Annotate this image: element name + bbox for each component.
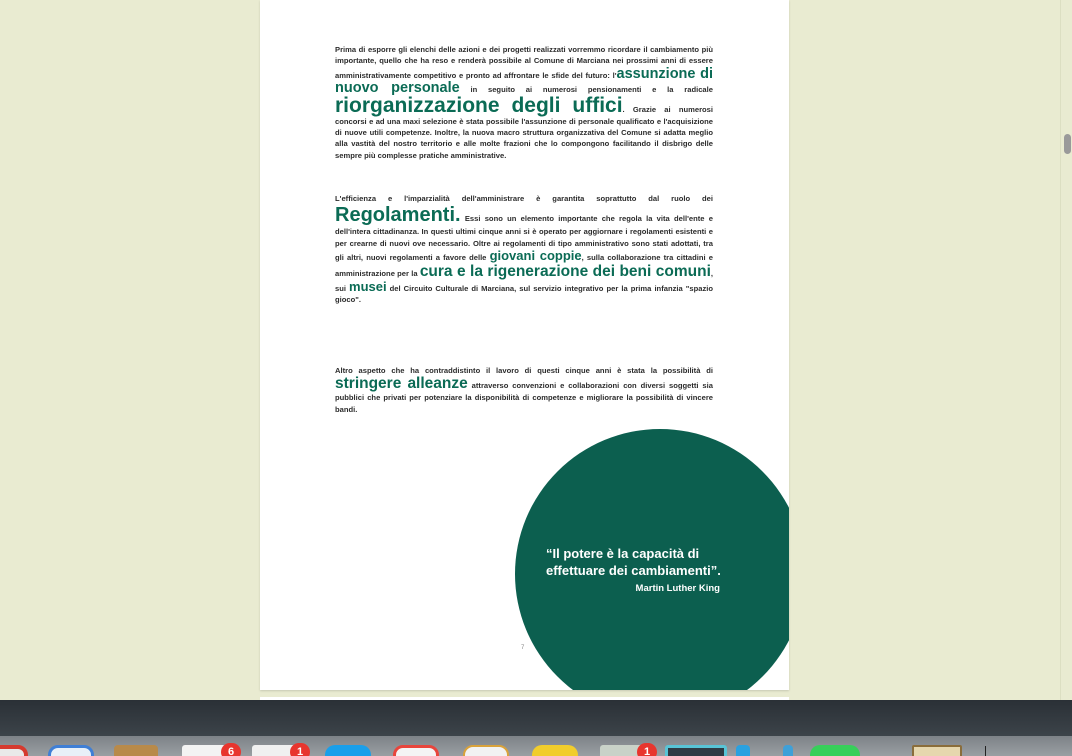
chrome-icon[interactable] [0,745,28,756]
vertical-scrollbar[interactable] [1060,0,1072,700]
paragraph-text: in seguito ai numerosi pensionamenti e la radicale [459,85,713,95]
quote-author: Martin Luther King [635,583,720,594]
highlight-alliances: stringere alleanze [335,375,468,393]
paragraph-personnel [335,44,713,161]
paragraph-alliances [335,365,713,415]
notes-icon[interactable] [114,745,158,756]
paragraph-text: Prima di esporre gli elenchi delle azioni e dei progetti realizzati vorremmo ricordare il cambiamento più importante, quello che ha reso e renderà possibile al Comune di Marciana nei prossimi anni di essere amministrativamente competitivo e pronto ad affrontare le sfide del futuro: l' [335,45,713,80]
messages-badge: 1 [637,743,657,756]
paragraph-text: . Grazie ai numerosi concorsi e ad una maxi selezione è stata possibile l'assunzione di personale qualificato e l'acquisizione di nuove utili competenze. Inoltre, la nuova macro struttura organizzativa del Comune si adatta meglio alla vastità del nostro territorio e alle molte frazioni che lo compongono facilitando il disbrigo delle sempre più complesse pratiche amministrative. [335,104,713,160]
highlight-regulations: Regolamenti. [335,204,461,227]
document-page [260,0,789,690]
music-icon[interactable] [393,745,439,756]
maps-icon[interactable] [463,745,509,756]
terminal-icon[interactable] [665,745,727,756]
whatsapp-icon[interactable] [810,745,860,756]
image-viewer-icon[interactable] [912,745,962,756]
highlight-reorganization: riorganizzazione degli uffici [335,93,623,117]
paragraph-regulations [335,193,713,305]
highlight-young-couples: giovani coppie [489,248,582,264]
highlight-museums: musei [349,278,387,294]
quote-text: “Il potere è la capacità di effettuare dei cambiamenti”. [546,546,721,578]
safari-icon[interactable] [48,745,94,756]
highlight-common-goods: cura e la rigenerazione dei beni comuni [419,262,711,280]
photos-icon[interactable] [783,745,793,756]
paragraph-text: Essi sono un elemento importante che regola la vita dell'ente e dell'intera cittadinanza. In questi ultimi cinque anni si è operato per aggiornare i regolamenti esistenti e per crearne di nuovi ove necessario. Oltre ai regolamenti di tipo amministrativo sono stati adottati, tra gli altri, nuovi regolamenti a favore delle [335,214,713,263]
calendar-badge: 6 [221,743,241,756]
highlight-new-staff: assunzione di nuovo personale [335,65,713,97]
mail-badge: 1 [290,743,310,756]
finder-icon[interactable] [532,745,578,756]
paragraph-text: , sui [335,268,714,293]
paragraph-text: del Circuito Culturale di Marciana, sul servizio integrativo per la prima infanzia "spazio gioco". [335,283,713,305]
calendar-icon[interactable] [182,745,226,756]
app-store-icon[interactable] [325,745,371,756]
preview-icon[interactable] [736,745,750,756]
paragraph-text: Altro aspetto che ha contraddistinto il lavoro di questi cinque anni è stata la possibilità di [335,366,713,375]
paragraph-text: L'efficienza e l'imparzialità dell'amministrare è garantita soprattutto dal ruolo dei [335,194,713,203]
page-number: 7 [521,645,525,651]
paragraph-text: , sulla collaborazione tra cittadini e amministrazione per la [335,253,713,278]
scrollbar-thumb[interactable] [1064,134,1071,154]
paragraph-text: attraverso convenzioni e collaborazioni con diversi soggetti sia pubblici che privati per potenziare la disponibilità di competenze e migliorare la possibilità di vincere bandi. [335,381,713,414]
dock-separator [985,746,986,756]
